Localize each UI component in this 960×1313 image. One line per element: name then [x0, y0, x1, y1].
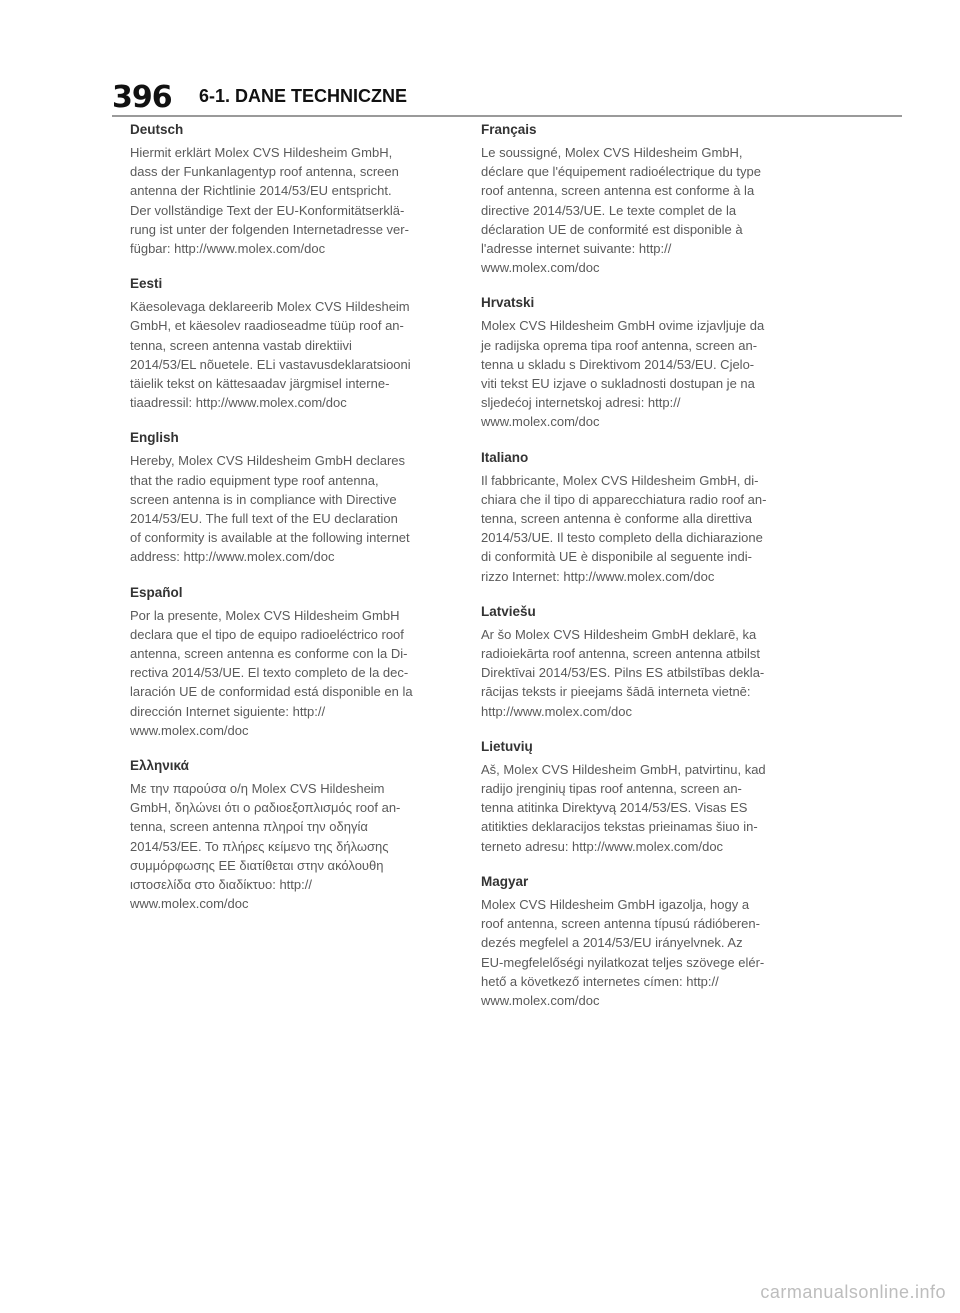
- section-body: [130, 451, 460, 566]
- body-line: ιστοσελίδα στο διαδίκτυο: http://: [130, 877, 312, 893]
- page-header: [112, 80, 902, 115]
- body-line: tenna atitinka Direktyvą 2014/53/ES. Visas ES: [481, 800, 748, 816]
- language-section-magyar: [481, 874, 811, 1010]
- body-line: Με την παρούσα ο/η Molex CVS Hildesheim: [130, 781, 385, 797]
- body-line: roof antenna, screen antenna est conforme à la: [481, 183, 755, 199]
- body-line: rung ist unter der folgenden Internetadresse ver-: [130, 221, 409, 237]
- left-column: [130, 122, 460, 932]
- body-line: www.molex.com/doc: [481, 992, 600, 1008]
- section-heading: Eesti: [130, 276, 163, 292]
- body-line: terneto adresu: http://www.molex.com/doc: [481, 838, 724, 854]
- body-line: l'adresse internet suivante: http://: [481, 241, 672, 257]
- body-line: www.molex.com/doc: [130, 722, 249, 738]
- body-line: déclaration UE de conformité est disponible à: [481, 221, 743, 237]
- body-line: 2014/53/EL nõuetele. ELi vastavusdeklaratsiooni: [130, 356, 411, 372]
- body-line: dezés megfelel a 2014/53/EU irányelvnek. Az: [481, 935, 743, 951]
- body-line: Käesolevaga deklareerib Molex CVS Hildesheim: [130, 299, 410, 315]
- body-line: täielik tekst on kättesaadav järgmisel interne-: [130, 376, 390, 392]
- language-section-ελληνικά: [130, 758, 460, 913]
- body-line: address: http://www.molex.com/doc: [130, 549, 335, 565]
- body-line: antenna der Richtlinie 2014/53/EU entspricht.: [130, 183, 392, 199]
- section-heading: Español: [130, 584, 183, 600]
- body-line: 2014/53/EU. The full text of the EU declaration: [130, 511, 398, 527]
- section-body: [130, 297, 460, 412]
- chapter-title: 6-1. DANE TECHNICZNE: [199, 86, 408, 106]
- body-line: tiaadressil: http://www.molex.com/doc: [130, 395, 347, 411]
- body-line: rizzo Internet: http://www.molex.com/doc: [481, 568, 715, 584]
- language-section-italiano: [481, 450, 811, 586]
- body-line: laración UE de conformidad está disponible en la: [130, 684, 413, 700]
- body-line: rectiva 2014/53/UE. El texto completo de la dec-: [130, 665, 409, 681]
- body-line: Molex CVS Hildesheim GmbH igazolja, hogy a: [481, 896, 750, 912]
- right-column: [481, 122, 811, 1028]
- section-body: [481, 760, 811, 856]
- body-line: Hereby, Molex CVS Hildesheim GmbH declares: [130, 453, 406, 469]
- section-body: [481, 895, 811, 1010]
- section-heading: Ελληνικά: [130, 758, 189, 774]
- section-body: [481, 143, 811, 277]
- body-line: dirección Internet siguiente: http://: [130, 703, 326, 719]
- section-body: [481, 625, 811, 721]
- body-line: chiara che il tipo di apparecchiatura radio roof an-: [481, 491, 767, 507]
- section-heading: Latviešu: [481, 603, 536, 619]
- body-line: 2014/53/ΕΕ. Το πλήρες κείμενο της δήλωσης: [130, 838, 389, 854]
- body-line: radioiekārta roof antenna, screen antenna atbilst: [481, 646, 760, 662]
- body-line: déclare que l'équipement radioélectrique du type: [481, 164, 762, 180]
- body-line: www.molex.com/doc: [481, 414, 600, 430]
- body-line: sljedećoj internetskoj adresi: http://: [481, 395, 681, 411]
- section-heading: Deutsch: [130, 122, 184, 137]
- body-line: dass der Funkanlagentyp roof antenna, screen: [130, 164, 399, 180]
- body-line: viti tekst EU izjave o sukladnosti dostupan je na: [481, 376, 755, 392]
- section-heading: Italiano: [481, 449, 529, 465]
- body-line: di conformità UE è disponibile al seguente indi-: [481, 549, 752, 565]
- body-line: Hiermit erklärt Molex CVS Hildesheim GmbH,: [130, 145, 393, 160]
- body-line: of conformity is available at the following internet: [130, 530, 410, 546]
- body-line: Der vollständige Text der EU-Konformitätserklä-: [130, 202, 405, 218]
- header-rule: [112, 115, 902, 117]
- language-section-français: [481, 122, 811, 277]
- body-line: rācijas teksts ir pieejams šādā interneta vietnē:: [481, 684, 751, 700]
- language-section-english: [130, 430, 460, 566]
- body-line: GmbH, et käesolev raadioseadme tüüp roof an-: [130, 318, 404, 334]
- body-line: Direktīvai 2014/53/ES. Pilns ES atbilstības dekla-: [481, 665, 765, 681]
- language-section-hrvatski: [481, 295, 811, 431]
- body-line: Ar šo Molex CVS Hildesheim GmbH deklarē, ka: [481, 626, 757, 642]
- watermark-text[interactable]: carmanualsonline.info: [760, 1282, 946, 1302]
- body-line: je radijska oprema tipa roof antenna, screen an-: [481, 337, 758, 353]
- body-line: fügbar: http://www.molex.com/doc: [130, 241, 326, 257]
- body-line: hető a következő internetes címen: http://: [481, 973, 719, 989]
- language-section-español: [130, 585, 460, 740]
- body-line: antenna, screen antenna es conforme con la Di-: [130, 646, 408, 662]
- body-line: radijo įrenginių tipas roof antenna, screen an-: [481, 781, 742, 797]
- body-line: http://www.molex.com/doc: [481, 703, 632, 719]
- body-line: tenna, screen antenna vastab direktiivi: [130, 337, 352, 353]
- body-line: Le soussigné, Molex CVS Hildesheim GmbH,: [481, 145, 743, 160]
- body-line: www.molex.com/doc: [130, 896, 249, 912]
- section-body: [481, 471, 811, 586]
- body-line: atitikties deklaracijos tekstas prieinamas šiuo in-: [481, 819, 758, 835]
- body-line: EU-megfelelőségi nyilatkozat teljes szövege elér-: [481, 954, 765, 970]
- section-heading: Hrvatski: [481, 295, 535, 311]
- body-line: GmbH, δηλώνει ότι ο ραδιοεξοπλισμός roof an-: [130, 800, 401, 816]
- body-line: directive 2014/53/UE. Le texte complet de la: [481, 202, 737, 218]
- body-line: 2014/53/UE. Il testo completo della dichiarazione: [481, 530, 763, 546]
- body-line: συμμόρφωσης ΕΕ διατίθεται στην ακόλουθη: [130, 857, 384, 873]
- section-heading: English: [130, 430, 179, 446]
- section-heading: Magyar: [481, 873, 529, 889]
- body-line: declara que el tipo de equipo radioeléctrico roof: [130, 626, 404, 642]
- language-section-eesti: [130, 276, 460, 412]
- section-body: [481, 316, 811, 431]
- language-section-latviešu: [481, 604, 811, 721]
- body-line: Molex CVS Hildesheim GmbH ovime izjavljuje da: [481, 318, 765, 334]
- body-line: that the radio equipment type roof antenna,: [130, 472, 379, 488]
- body-line: roof antenna, screen antenna típusú rádióberen-: [481, 916, 760, 932]
- section-heading: Lietuvių: [481, 738, 533, 754]
- body-line: Aš, Molex CVS Hildesheim GmbH, patvirtinu, kad: [481, 761, 766, 777]
- body-line: www.molex.com/doc: [481, 260, 600, 276]
- body-line: tenna u skladu s Direktivom 2014/53/EU. Cjelo-: [481, 356, 755, 372]
- section-body: [130, 606, 460, 740]
- body-line: Por la presente, Molex CVS Hildesheim GmbH: [130, 607, 400, 623]
- body-line: tenna, screen antenna πληροί την οδηγία: [130, 819, 368, 835]
- section-body: [130, 779, 460, 913]
- body-line: Il fabbricante, Molex CVS Hildesheim GmbH, di-: [481, 472, 759, 488]
- section-heading: Français: [481, 122, 537, 137]
- body-line: screen antenna is in compliance with Directive: [130, 491, 397, 507]
- page-number: 396: [112, 80, 172, 115]
- body-line: tenna, screen antenna è conforme alla direttiva: [481, 511, 753, 527]
- language-section-lietuvių: [481, 739, 811, 856]
- language-section-deutsch: [130, 122, 460, 258]
- section-body: [130, 143, 460, 258]
